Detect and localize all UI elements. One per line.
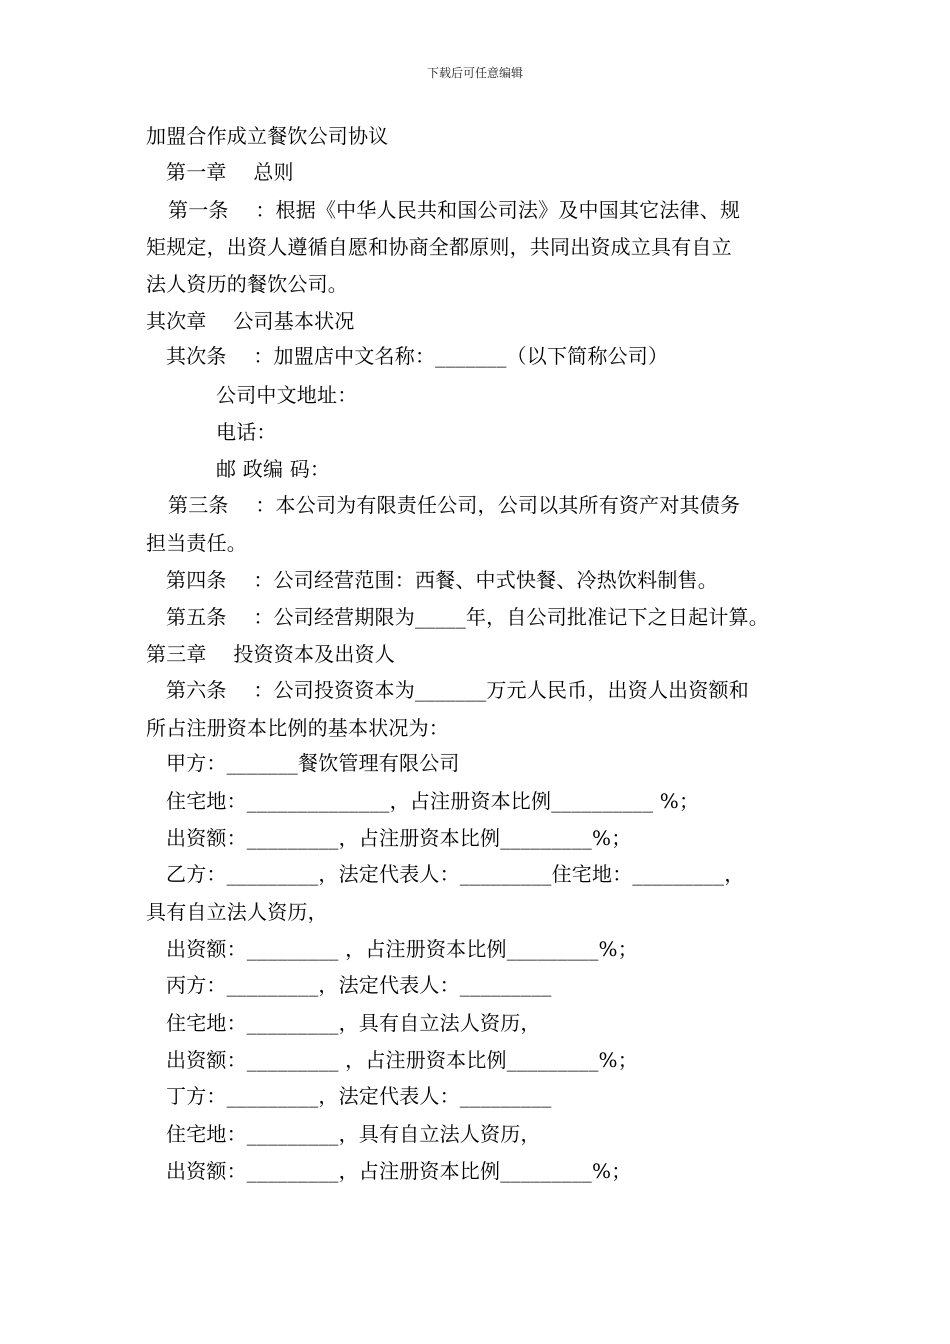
- article-2-line-1: 其次条 ：加盟店中文名称：_______（以下简称公司）: [166, 344, 669, 368]
- article-5: 第五条 ：公司经营期限为_____年，自公司批准记下之日起计算。: [166, 605, 769, 629]
- document-title: 加盟合作成立餐饮公司协议: [146, 124, 389, 148]
- article-1-line-1: 第一条 ：根据《中华人民共和国公司法》及中国其它法律、规: [168, 198, 741, 222]
- postal-code-label: 邮 政编 码：: [216, 457, 331, 481]
- chapter-3-heading: 第三章 投资资本及出资人: [146, 642, 395, 666]
- party-b: 乙方：_________，法定代表人：_________住宅地：_________，: [166, 862, 745, 886]
- company-address-label: 公司中文地址：: [216, 383, 358, 407]
- party-a-address: 住宅地：______________，占注册资本比例__________ %；: [166, 789, 700, 813]
- party-a-capital: 出资额：_________，占注册资本比例_________%；: [166, 826, 632, 850]
- chapter-2-heading: 其次章 公司基本状况: [146, 309, 355, 333]
- party-a: 甲方：_______餐饮管理有限公司: [166, 751, 460, 775]
- article-1-line-2: 矩规定，出资人遵循自愿和协商全都原则，共同出资成立具有自立: [146, 235, 732, 259]
- article-6-line-1: 第六条 ：公司投资资本为_______万元人民币，出资人出资额和: [166, 678, 749, 702]
- article-4: 第四条 ：公司经营范围：西餐、中式快餐、冷热饮料制售。: [166, 568, 718, 592]
- party-d-address: 住宅地：_________，具有自立法人资历，: [166, 1122, 541, 1146]
- chapter-1-heading: 第一章 总则: [166, 160, 294, 184]
- article-3-line-1: 第三条 ：本公司为有限责任公司，公司以其所有资产对其债务: [168, 493, 741, 517]
- party-c: 丙方：_________，法定代表人：_________: [166, 973, 552, 997]
- article-1-line-3: 法人资历的餐饮公司。: [146, 272, 348, 296]
- party-d-capital: 出资额：_________，占注册资本比例_________%；: [166, 1159, 632, 1183]
- party-b-capital: 出资额：_________ ，占注册资本比例_________%；: [166, 937, 638, 961]
- page-header: 下载后可任意编辑: [426, 66, 523, 80]
- party-c-address: 住宅地：_________，具有自立法人资历，: [166, 1011, 541, 1035]
- article-6-line-2: 所占注册资本比例的基本状况为：: [146, 716, 449, 740]
- party-c-capital: 出资额：_________ ，占注册资本比例_________%；: [166, 1048, 638, 1072]
- phone-label: 电话：: [216, 420, 277, 444]
- article-3-line-2: 担当责任。: [146, 531, 247, 555]
- party-b-qualification: 具有自立法人资历，: [146, 900, 328, 924]
- party-d: 丁方：_________，法定代表人：_________: [166, 1084, 552, 1108]
